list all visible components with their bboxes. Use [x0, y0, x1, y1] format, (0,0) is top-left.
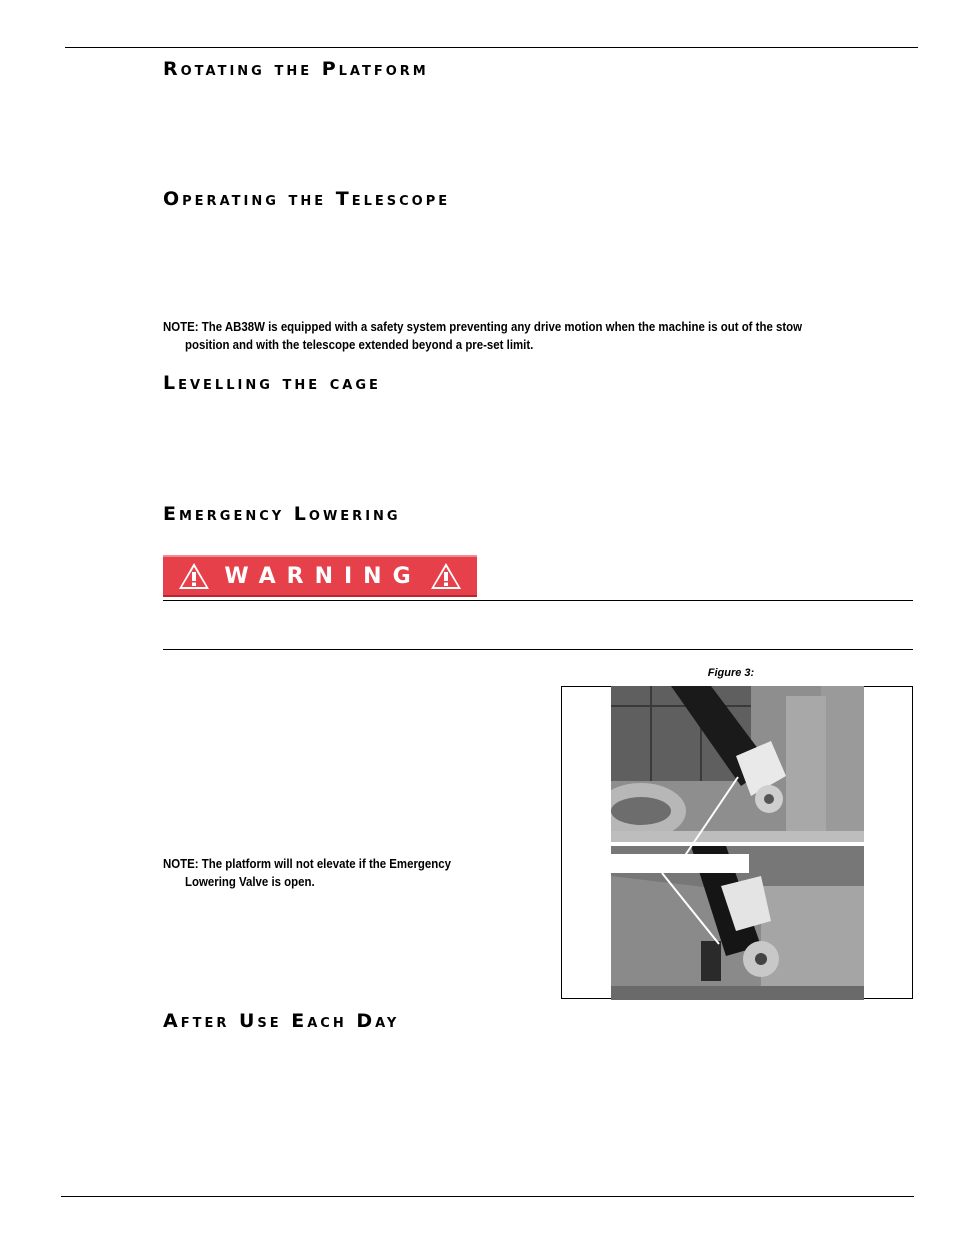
warning-rule-bottom: [163, 649, 913, 650]
photo-lowering-valve-upper: [611, 686, 864, 842]
note-label: NOTE:: [163, 856, 199, 871]
warning-banner: [163, 555, 477, 597]
note-text-line2: Lowering Valve is open.: [185, 874, 315, 889]
warning-label: WARNING: [224, 563, 422, 589]
warning-triangle-icon: [178, 562, 210, 590]
note-drive-safety: [163, 318, 902, 354]
note-text-line1: The AB38W is equipped with a safety system preventing any drive motion when the machine is out of the stow: [201, 319, 803, 334]
warning-rule-top: [163, 600, 913, 601]
heading-operating-telescope: Operating the Telescope: [163, 188, 451, 210]
figure-frame: [561, 686, 913, 999]
heading-levelling-cage: Levelling the cage: [163, 372, 381, 394]
heading-rotating-platform: Rotating the Platform: [163, 58, 429, 80]
figure-caption: Figure 3:: [707, 667, 755, 679]
note-text-line2: position and with the telescope extended beyond a pre-set limit.: [185, 337, 534, 352]
callout-label-box: [611, 854, 749, 873]
warning-triangle-icon: [430, 562, 462, 590]
note-text-line1: The platform will not elevate if the Emergency: [201, 856, 451, 871]
footer-rule: [61, 1196, 914, 1197]
note-label: NOTE:: [163, 319, 199, 334]
heading-emergency-lowering: Emergency Lowering: [163, 503, 401, 525]
note-emergency-valve: [163, 855, 497, 891]
header-rule: [65, 47, 918, 48]
heading-after-use: After Use Each Day: [163, 1010, 400, 1032]
